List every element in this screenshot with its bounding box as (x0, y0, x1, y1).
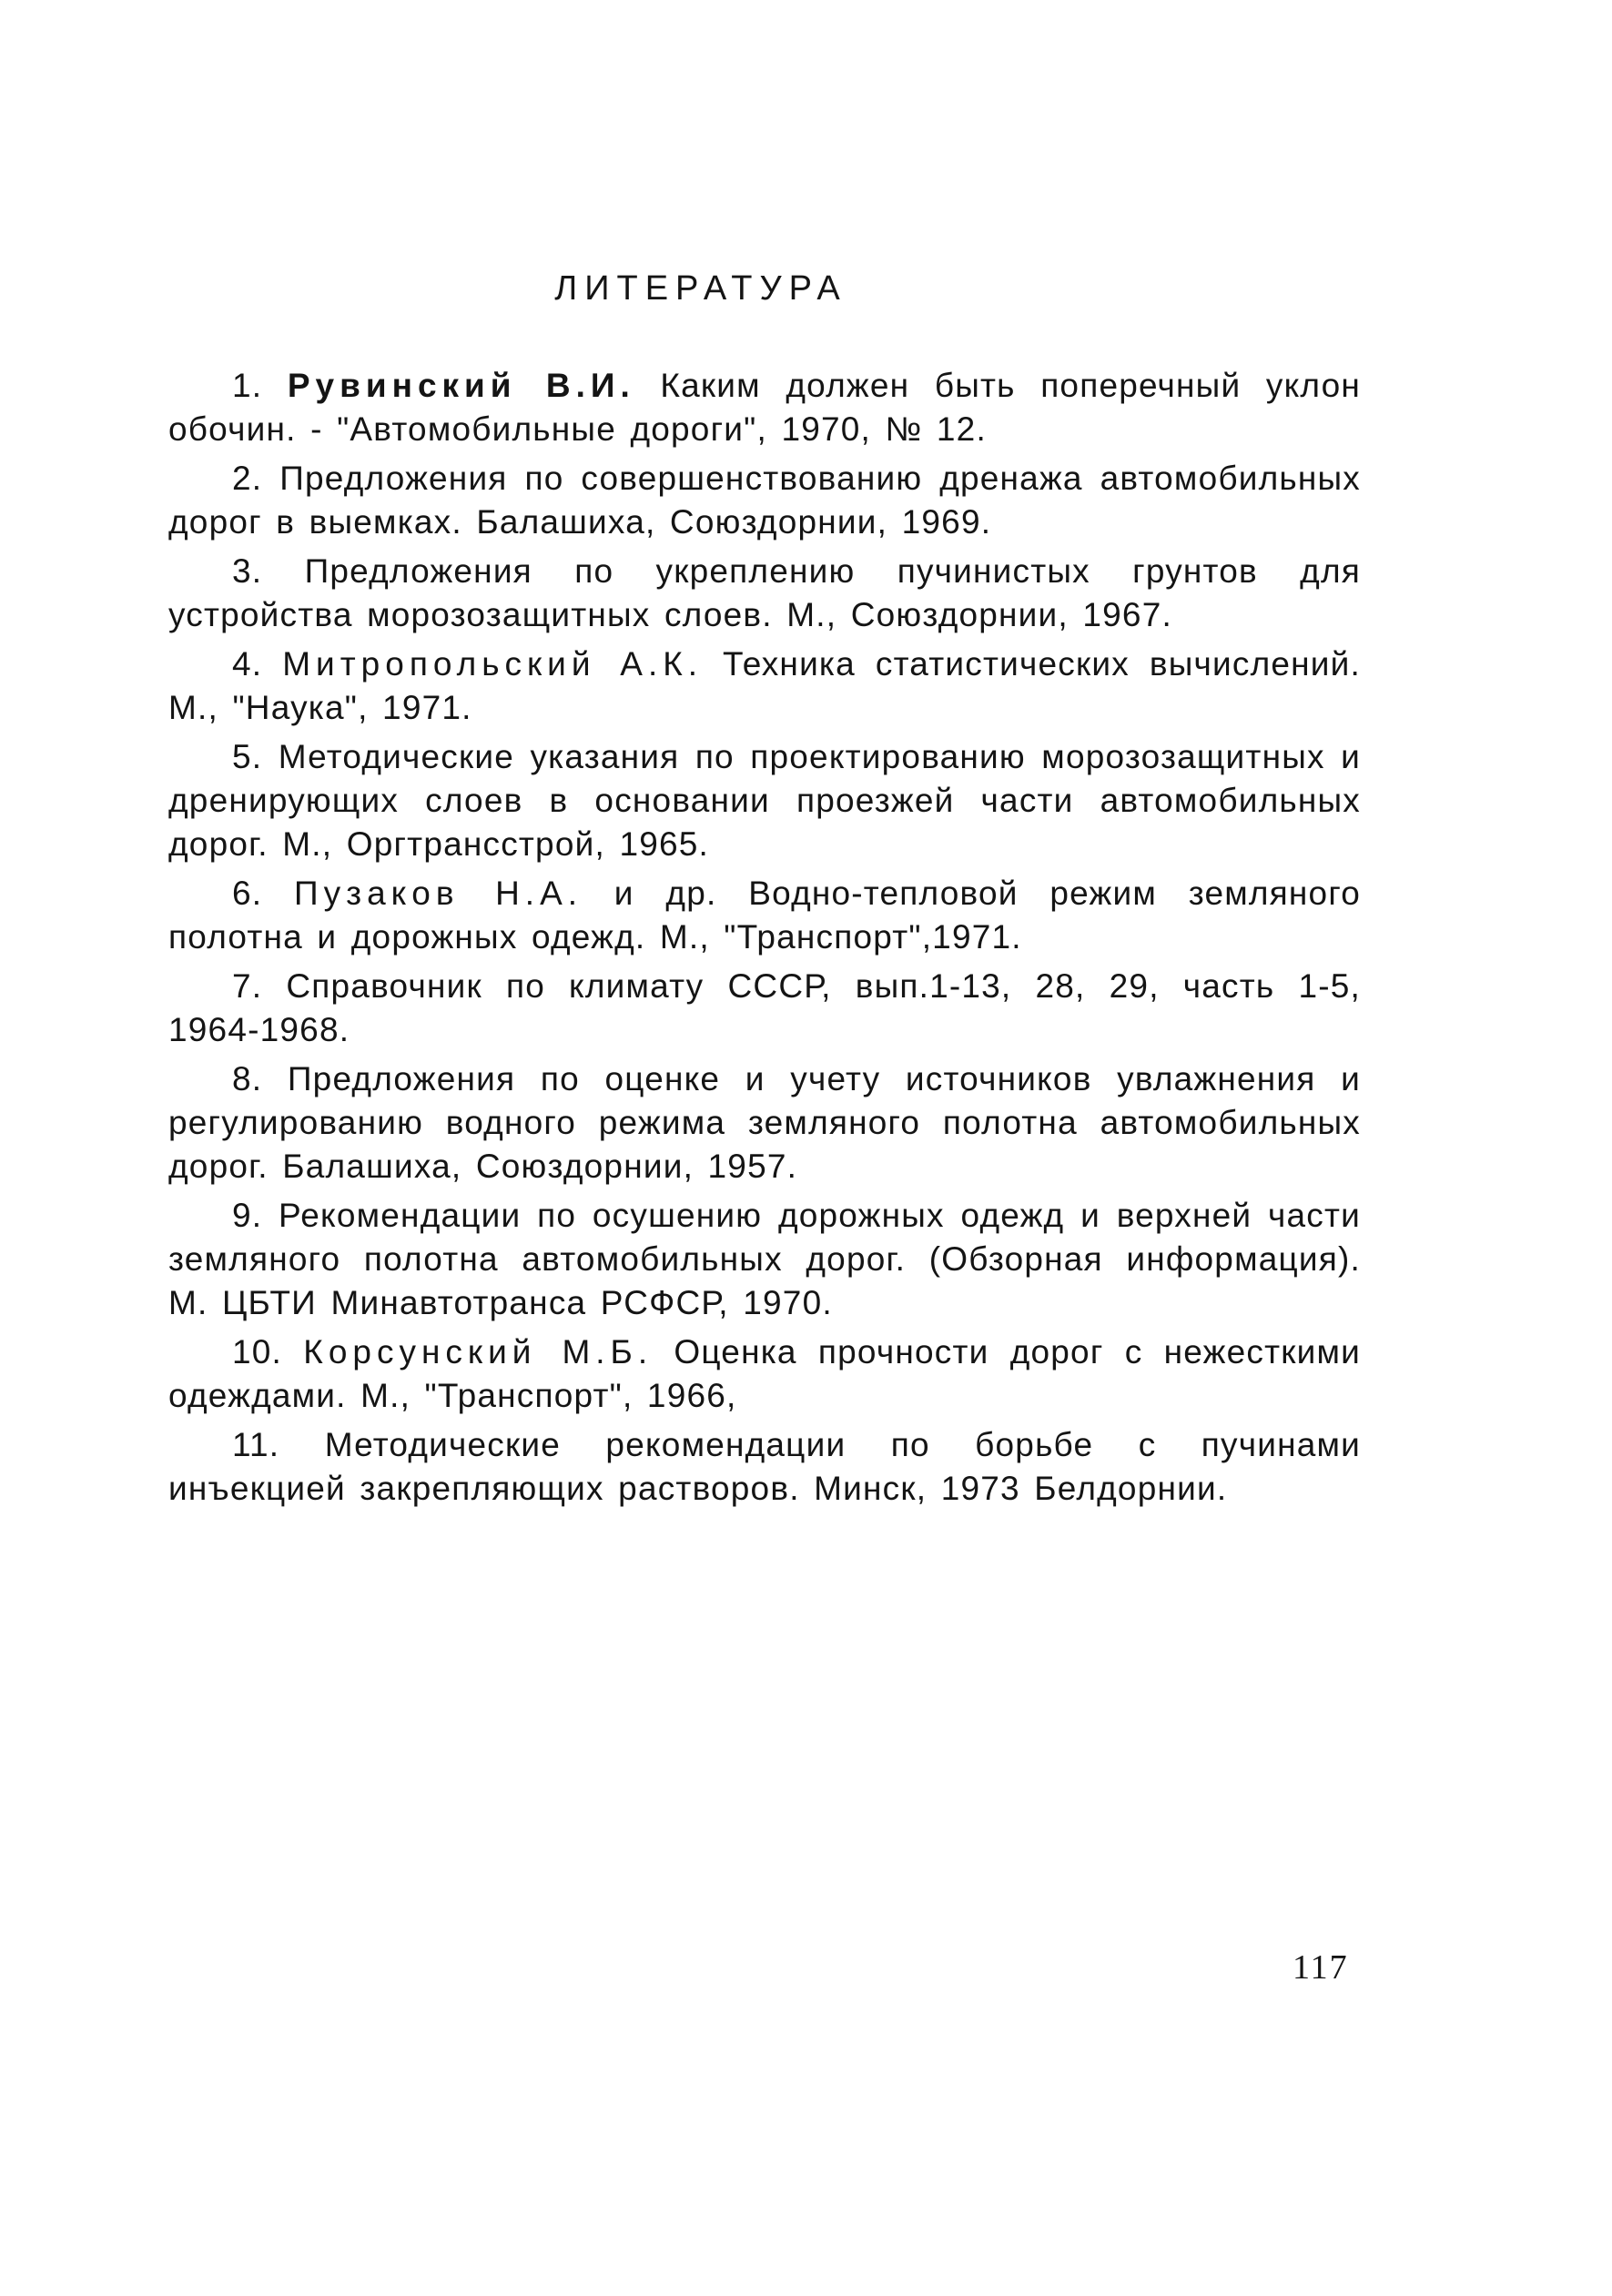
reference-item (168, 1057, 1361, 1188)
reference-list (168, 364, 1361, 1516)
reference-item (168, 872, 1361, 959)
reference-item (168, 1194, 1361, 1325)
reference-text: Техника статистических вычислений. М., "Наука", 1971. (168, 645, 1361, 726)
reference-number: 2. (232, 460, 263, 497)
reference-number: 9. (232, 1197, 263, 1234)
reference-item (168, 1423, 1361, 1511)
reference-item (168, 550, 1361, 637)
page-number: 117 (1293, 1948, 1349, 1987)
reference-number: 4. (232, 645, 263, 683)
reference-author: Пузаков Н.А. (294, 875, 583, 912)
reference-item (168, 642, 1361, 730)
reference-number: 3. (232, 552, 263, 590)
reference-item (168, 965, 1361, 1052)
reference-text: Методические рекомендации по борьбе с пучинами инъекцией закрепляющих растворов. Минск, 1973 Белдорнии. (168, 1426, 1361, 1507)
reference-author: Корсунский М.Б. (303, 1333, 654, 1371)
reference-author: Митропольский А.К. (282, 645, 704, 683)
reference-text: Предложения по укреплению пучинистых грунтов для устройства морозозащитных слоев. М., Союздорнии, 1967. (168, 552, 1361, 633)
reference-item (168, 1330, 1361, 1418)
reference-number: 10. (232, 1333, 283, 1371)
reference-item (168, 364, 1361, 451)
reference-text: и др. Водно-тепловой режим земляного полотна и дорожных одежд. М., "Транспорт",1971. (168, 875, 1361, 956)
reference-number: 5. (232, 738, 263, 775)
reference-text: Оценка прочности дорог с нежесткими одеждами. М., "Транспорт", 1966, (168, 1333, 1361, 1414)
reference-item (168, 457, 1361, 544)
reference-number: 1. (232, 367, 263, 404)
reference-text: Предложения по совершенствованию дренажа автомобильных дорог в выемках. Балашиха, Союздорнии, 1969. (168, 460, 1362, 541)
reference-number: 11. (232, 1426, 280, 1463)
reference-number: 8. (232, 1060, 263, 1097)
reference-item (168, 735, 1361, 866)
reference-author: Рувинский В.И. (287, 367, 635, 404)
reference-text: Предложения по оценке и учету источников увлажнения и регулированию водного режима земляного полотна автомобильных дорог. Балашиха, Союздорнии, 1957. (168, 1060, 1361, 1185)
reference-text: Справочник по климату СССР, вып.1-13, 28, 29, часть 1-5, 1964-1968. (168, 967, 1361, 1048)
reference-number: 7. (232, 967, 263, 1005)
reference-number: 6. (232, 875, 263, 912)
reference-text: Методические указания по проектированию морозозащитных и дренирующих слоев в основании проезжей части автомобильных дорог. М., Оргтрансстрой, 1965. (168, 738, 1361, 863)
reference-text: Каким должен быть поперечный уклон обочин. - "Автомобильные дороги", 1970, № 12. (168, 367, 1362, 448)
page-title: ЛИТЕРАТУРА (554, 269, 847, 308)
reference-text: Рекомендации по осушению дорожных одежд и верхней части земляного полотна автомобильных дорог. (Обзорная информация). М. ЦБТИ Минавтотранса РСФСР, 1970. (168, 1197, 1361, 1321)
